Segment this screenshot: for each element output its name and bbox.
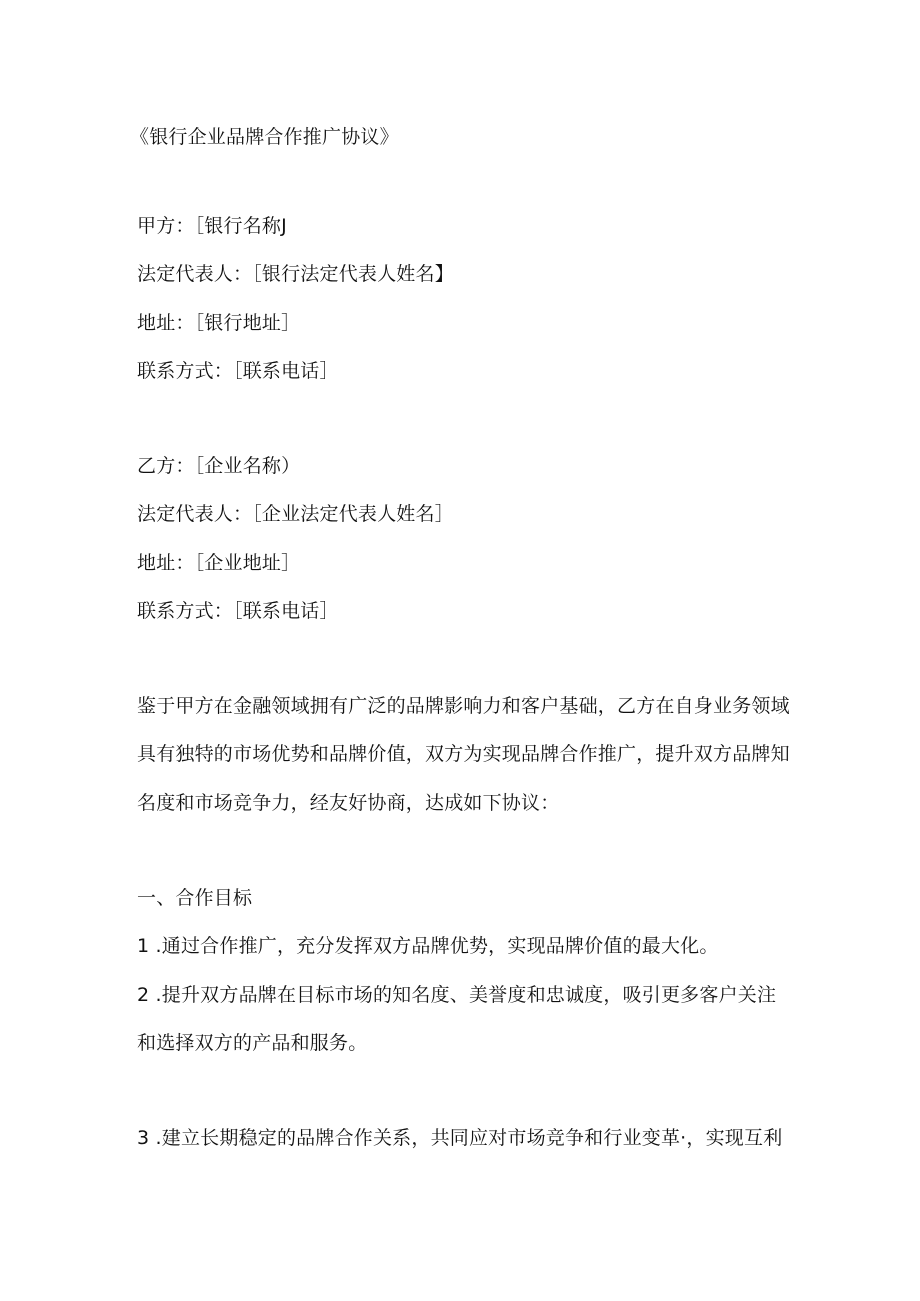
section-heading: 一、合作目标 xyxy=(137,887,253,909)
goal-item-1: 1 .通过合作推广，充分发挥双方品牌优势，实现品牌价值的最大化。 xyxy=(137,935,719,957)
preamble-line-3: 名度和市场竞争力，经友好协商，达成如下协议： xyxy=(137,792,560,814)
preamble-line-1: 鉴于甲方在金融领域拥有广泛的品牌影响力和客户基础，乙方在自身业务领域 xyxy=(137,695,790,717)
preamble-line-2: 具有独特的市场优势和品牌价值，双方为实现品牌合作推广，提升双方品牌知 xyxy=(137,743,790,765)
party-b-representative: 法定代表人：［企业法定代表人姓名］ xyxy=(137,503,454,525)
party-a-representative: 法定代表人：［银行法定代表人姓名】 xyxy=(137,263,454,285)
party-b-address: 地址：［企业地址］ xyxy=(137,552,301,574)
party-a-address: 地址：［银行地址］ xyxy=(137,312,301,334)
party-a-contact: 联系方式：［联系电话］ xyxy=(137,360,339,382)
party-b-name: 乙方：［企业名称） xyxy=(137,455,301,477)
document-title: 《银行企业品牌合作推广协议》 xyxy=(130,126,399,148)
party-b-contact: 联系方式：［联系电话］ xyxy=(137,600,339,622)
goal-item-3: 3 .建立长期稳定的品牌合作关系，共同应对市场竞争和行业变革·，实现互利 xyxy=(137,1127,783,1149)
goal-item-2-continued: 和选择双方的产品和服务。 xyxy=(137,1032,368,1054)
party-a-name: 甲方：［银行名称J xyxy=(137,215,287,237)
goal-item-2: 2 .提升双方品牌在目标市场的知名度、美誉度和忠诚度，吸引更多客户关注 xyxy=(137,984,777,1006)
